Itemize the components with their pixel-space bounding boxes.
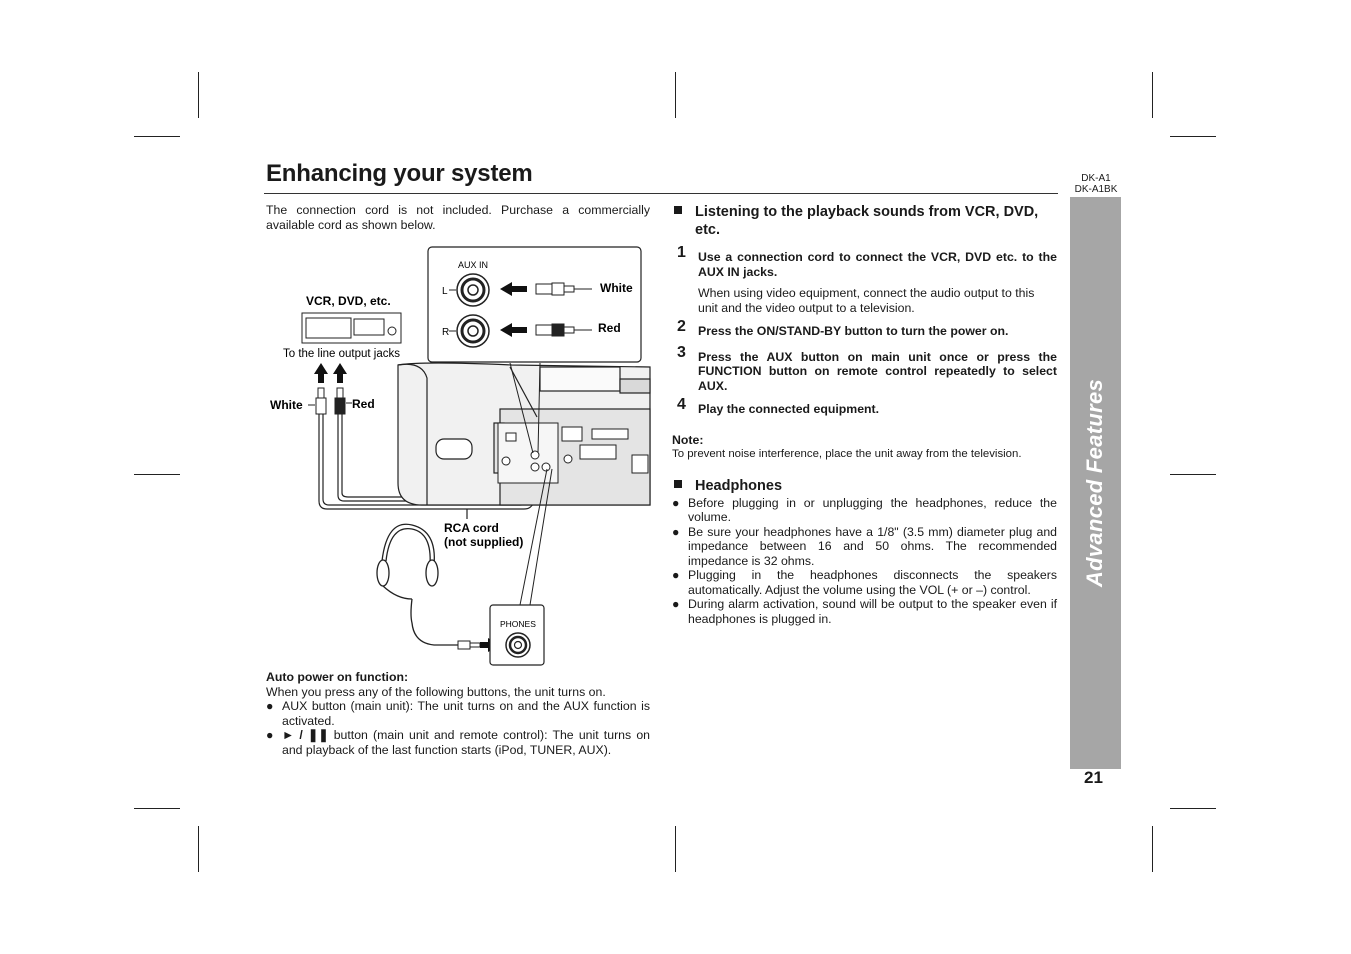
list-item: [266, 699, 650, 728]
bullet-text: AUX button (main unit): The unit turns on and the AUX function is activated.: [282, 699, 650, 728]
bullet-icon: ●: [672, 495, 680, 510]
crop-mark: [1152, 72, 1153, 118]
right-column: [672, 203, 1057, 626]
square-bullet-icon: [674, 206, 682, 214]
step-number: 3: [677, 343, 686, 361]
intro-text: The connection cord is not included. Purchase a commercially available cord as shown below.: [266, 203, 650, 232]
main-unit-illustration: [398, 363, 650, 505]
bullet-text: Plugging in the headphones disconnects the speakers automatically. Adjust the volume using the VOL (+ or –) control.: [688, 568, 1057, 597]
l-label: L: [442, 286, 448, 297]
headphone-plug-icon: [458, 641, 480, 649]
bullet-icon: ●: [266, 728, 274, 742]
bullet-text: Before plugging in or unplugging the headphones, reduce the volume.: [688, 495, 1057, 524]
step-1: [672, 244, 1057, 315]
crop-mark: [675, 826, 676, 872]
phones-jack: [506, 633, 530, 657]
arrow-up-icon: [314, 363, 328, 383]
crop-mark: [1152, 826, 1153, 872]
vcr-icon: [302, 313, 401, 343]
step-3: [672, 343, 1057, 394]
bullet-icon: ●: [266, 699, 274, 713]
crop-mark: [198, 826, 199, 872]
list-item: [266, 728, 650, 757]
red-side-label: Red: [352, 397, 375, 411]
crop-mark: [675, 72, 676, 118]
arrow-up-icon: [333, 363, 347, 383]
list-item: [672, 597, 1057, 626]
note-heading: Note:: [672, 432, 704, 447]
model-line: DK-A1: [1081, 173, 1111, 184]
aux-jack-r: [457, 315, 489, 347]
crop-mark: [1170, 474, 1216, 475]
step-4: [672, 396, 1057, 417]
r-label: R: [442, 327, 450, 338]
step-number: 2: [677, 318, 686, 335]
step-number: 1: [677, 244, 686, 261]
bullet-text: Be sure your headphones have a 1/8" (3.5 mm) diameter plug and impedance between 16 and 50 ohms. The recommended impedance is 32 ohms.: [688, 524, 1057, 568]
step-text: Use a connection cord to connect the VCR, DVD etc. to the AUX IN jacks.: [698, 250, 1057, 279]
auto-power-heading: Auto power on function:: [266, 670, 409, 684]
step-sub-text: When using video equipment, connect the audio output to this unit and the video output to a television.: [698, 286, 1035, 315]
bullet-icon: ●: [672, 524, 680, 539]
side-tab-label: Advanced Features: [1082, 378, 1107, 588]
phones-label: PHONES: [500, 619, 536, 629]
crop-mark: [134, 136, 180, 137]
step-number: 4: [677, 396, 686, 413]
crop-mark: [134, 474, 180, 475]
note-text: To prevent noise interference, place the unit away from the television.: [672, 447, 1022, 460]
auto-power-section: [266, 670, 650, 757]
vcr-label: VCR, DVD, etc.: [306, 294, 391, 308]
line-output-label: To the line output jacks: [283, 348, 400, 360]
rca-cord-label: RCA cord: [444, 521, 499, 535]
list-item: [672, 525, 1057, 569]
aux-in-label: AUX IN: [458, 260, 489, 270]
source-white-plug-icon: [316, 388, 326, 414]
bullet-icon: ●: [672, 568, 680, 582]
step-text: Press the AUX button on main unit once or press the FUNCTION button on remote control repeatedly to select AUX.: [698, 349, 1057, 393]
step-text: Play the connected equipment.: [698, 402, 880, 416]
crop-mark: [1170, 136, 1216, 137]
bullet-text: During alarm activation, sound will be output to the speaker even if headphones is plugged in.: [688, 597, 1057, 626]
crop-mark: [1170, 808, 1216, 809]
auto-power-text: When you press any of the following buttons, the unit turns on.: [266, 684, 606, 699]
source-red-plug-icon: [335, 388, 345, 414]
list-item: [672, 568, 1057, 597]
connection-diagram: [262, 243, 652, 670]
aux-jack-l: [457, 274, 489, 306]
crop-mark: [134, 808, 180, 809]
section-heading: Headphones: [672, 477, 1057, 495]
white-top-label: White: [600, 281, 633, 295]
headphones-list: [672, 496, 1057, 627]
title-rule: [264, 193, 1058, 194]
white-side-label: White: [270, 398, 303, 412]
crop-mark: [198, 72, 199, 118]
bullet-icon: ●: [672, 597, 680, 611]
play-pause-icon: ► / ❚❚: [282, 728, 329, 742]
square-bullet-icon: [674, 480, 682, 488]
red-top-label: Red: [598, 321, 621, 335]
page-number: 21: [1084, 768, 1103, 787]
list-item: [672, 496, 1057, 525]
page-title: Enhancing your system: [266, 160, 533, 187]
bullet-text: button (main unit and remote control): The unit turns on and playback of the last function starts (iPod, TUNER, AUX).: [282, 728, 650, 757]
rca-cord-sub-label: (not supplied): [444, 535, 524, 549]
section-heading: Listening to the playback sounds from VCR, DVD, etc.: [672, 203, 1057, 239]
model-line: DK-A1BK: [1074, 184, 1118, 195]
step-text: Press the ON/STAND-BY button to turn the power on.: [698, 324, 1009, 338]
step-2: [672, 318, 1057, 339]
model-number: [1064, 173, 1128, 195]
